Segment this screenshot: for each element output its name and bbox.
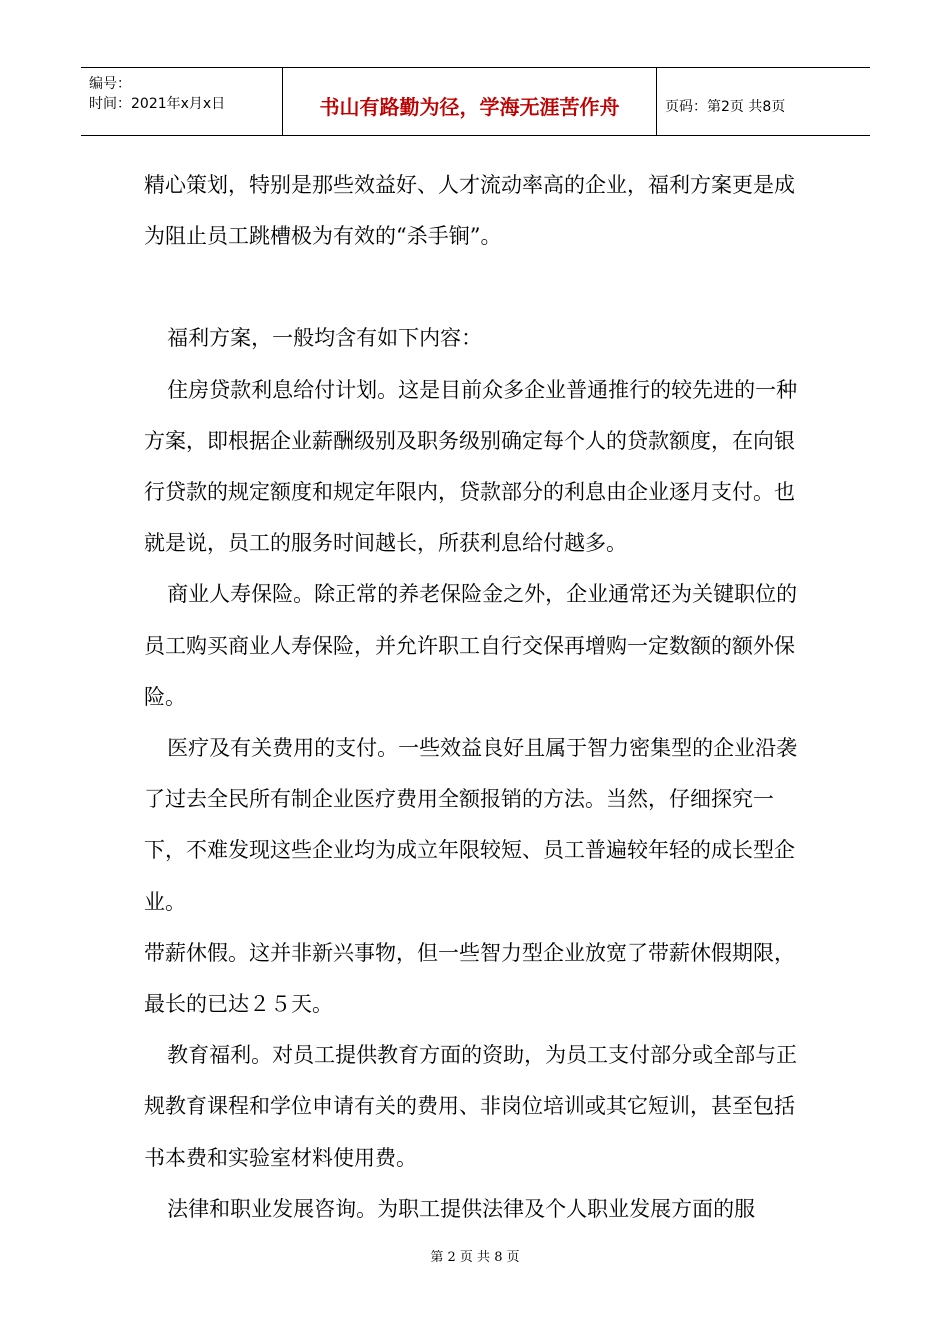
document-body bbox=[144, 160, 814, 1235]
header-meta bbox=[81, 68, 283, 135]
header-motto: 书山有路勤为径，学海无涯苦作舟 bbox=[283, 68, 657, 135]
paragraph: 住房贷款利息给付计划。这是目前众多企业普通推行的较先进的一种方案，即根据企业薪酬级别及职务级别确定每个人的贷款额度，在向银行贷款的规定额度和规定年限内，贷款部分的利息由企业逐月支付。也就是说，员工的服务时间越长，所获利息给付越多。 bbox=[144, 377, 798, 556]
page-header bbox=[81, 67, 870, 136]
paragraph: 带薪休假。这并非新兴事物，但一些智力型企业放宽了带薪休假期限，最长的已达２５天。 bbox=[144, 940, 795, 1017]
paragraph: 医疗及有关费用的支付。一些效益良好且属于智力密集型的企业沿袭了过去全民所有制企业医疗费用全额报销的方法。当然，仔细探究一下，不难发现这些企业均为成立年限较短、员工普遍较年轻的成长型企业。 bbox=[144, 736, 798, 914]
paragraph: 商业人寿保险。除正常的养老保险金之外，企业通常还为关键职位的员工购买商业人寿保险，并允许职工自行交保再增购一定数额的额外保险。 bbox=[144, 582, 798, 709]
number-label: 编号： bbox=[89, 76, 131, 92]
paragraph: 精心策划，特别是那些效益好、人才流动率高的企业，福利方案更是成为阻止员工跳槽极为有效的“杀手锏”。 bbox=[144, 173, 795, 249]
time-label: 时间：2021年x月x日 bbox=[89, 96, 226, 112]
paragraph-gap bbox=[144, 262, 814, 313]
header-page-info: 页码：第2页 共8页 bbox=[665, 98, 786, 115]
paragraph: 法律和职业发展咨询。为职工提供法律及个人职业发展方面的服 bbox=[167, 1196, 756, 1221]
paragraph: 教育福利。对员工提供教育方面的资助，为员工支付部分或全部与正规教育课程和学位申请有关的费用、非岗位培训或其它短训，甚至包括书本费和实验室材料使用费。 bbox=[144, 1043, 798, 1170]
paragraph: 福利方案，一般均含有如下内容： bbox=[167, 326, 483, 351]
page-footer: 第 2 页 共 8 页 bbox=[430, 1250, 520, 1265]
